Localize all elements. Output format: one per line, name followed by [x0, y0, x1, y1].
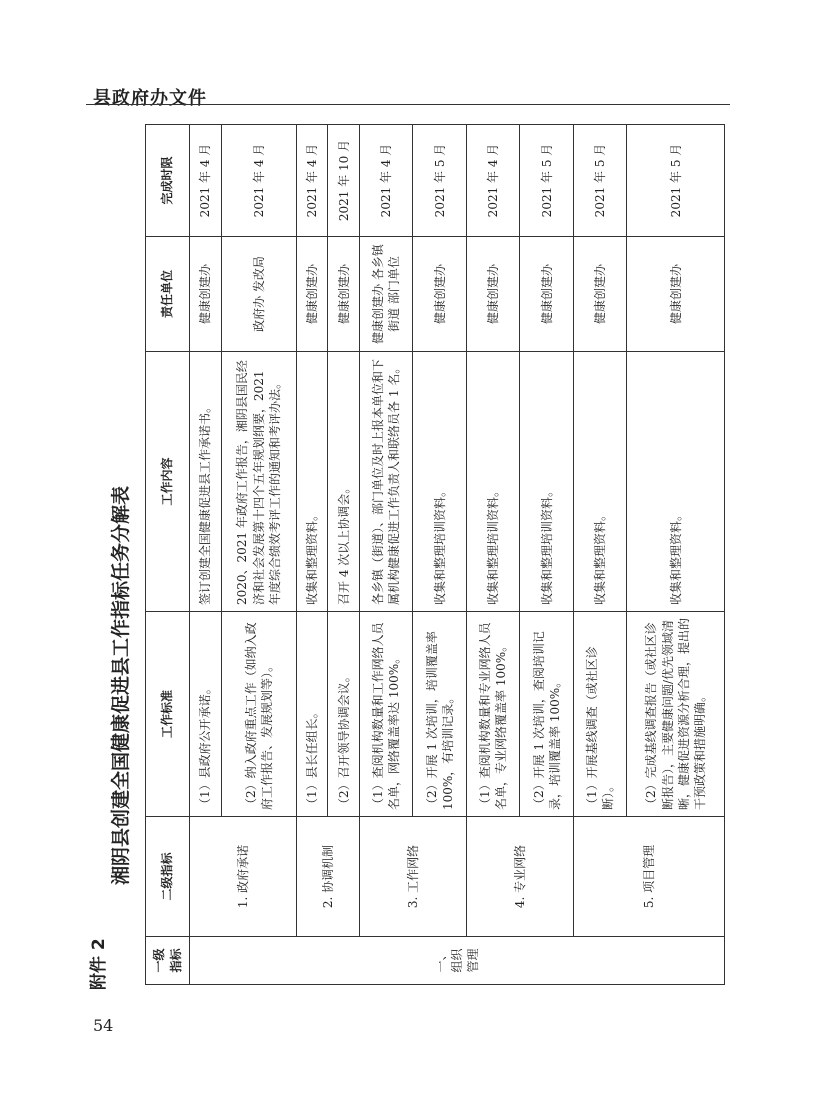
- work-content: 收集和整理资料。: [627, 352, 725, 612]
- deadline: 2021 年 10 月: [328, 125, 360, 237]
- work-content: 2020、2021 年政府工作报告，湘阴县国民经济和社会发展第十四个五年规划纲要，2021 年度综合绩效考评工作的通知和考评办法。: [221, 352, 296, 612]
- work-standard: （1）县政府公开承诺。: [190, 612, 222, 817]
- table-header-row: [146, 125, 190, 985]
- deadline: 2021 年 5 月: [627, 125, 725, 237]
- work-standard: （2）纳入政府重点工作（如纳入政府工作报告、发展规划等）。: [221, 612, 296, 817]
- annex-label: 附件 2: [89, 938, 109, 990]
- table-row: [296, 125, 328, 985]
- work-standard: （1）开展基线调查（或社区诊断）。: [573, 612, 627, 817]
- level2-indicator: 1. 政府承诺: [190, 817, 297, 937]
- page-number: 54: [93, 1016, 114, 1035]
- deadline: 2021 年 4 月: [359, 125, 413, 237]
- responsible-unit: 健康创建办: [573, 237, 627, 352]
- level1-indicator: 一、组织管理: [190, 937, 725, 985]
- header-divider: [86, 104, 730, 105]
- work-content: 收集和整理资料。: [296, 352, 328, 612]
- work-content: 收集和整理资料。: [573, 352, 627, 612]
- level2-indicator: 4. 专业网络: [466, 817, 573, 937]
- work-content: 召开 4 次以上协调会。: [328, 352, 360, 612]
- deadline: 2021 年 4 月: [221, 125, 296, 237]
- deadline: 2021 年 4 月: [296, 125, 328, 237]
- responsible-unit: 健康创建办: [190, 237, 222, 352]
- deadline: 2021 年 5 月: [573, 125, 627, 237]
- responsible-unit: 健康创建办: [466, 237, 520, 352]
- deadline: 2021 年 4 月: [190, 125, 222, 237]
- work-standard: （1）查阅机构数量和专业网络人员名单，专业网络覆盖率 100%。: [466, 612, 520, 817]
- table-row: [466, 125, 520, 985]
- header-title: 县政府办文件: [93, 88, 207, 109]
- responsible-unit: 健康创建办: [413, 237, 467, 352]
- deadline: 2021 年 5 月: [520, 125, 574, 237]
- column-header: 责任单位: [146, 237, 190, 352]
- task-breakdown-table: [145, 124, 725, 985]
- work-standard: （2）开展 1 次培训，查阅培训记录，培训覆盖率 100%。: [520, 612, 574, 817]
- work-content: 各乡镇（街道）、部门单位及时上报本单位和下属机构健康促进工作负责人和联络员各 1 名。: [359, 352, 413, 612]
- work-standard: （1）查阅机构数量和工作网络人员名单，网络覆盖率达 100%。: [359, 612, 413, 817]
- column-header: 工作标准: [146, 612, 190, 817]
- rotated-table-wrapper: [145, 125, 725, 985]
- work-content: 收集和整理培训资料。: [466, 352, 520, 612]
- table-row: [573, 125, 627, 985]
- responsible-unit: 健康创建办: [520, 237, 574, 352]
- column-header: 工作内容: [146, 352, 190, 612]
- work-standard: （1）县长任组长。: [296, 612, 328, 817]
- work-content: 收集和整理培训资料。: [520, 352, 574, 612]
- responsible-unit: 健康创建办: [296, 237, 328, 352]
- responsible-unit: 健康创建办: [627, 237, 725, 352]
- level2-indicator: 2. 协调机制: [296, 817, 359, 937]
- responsible-unit: 政府办 发改局: [221, 237, 296, 352]
- level2-indicator: 5. 项目管理: [573, 817, 724, 937]
- table-row: [359, 125, 413, 985]
- deadline: 2021 年 4 月: [466, 125, 520, 237]
- table-row: [190, 125, 222, 985]
- work-content: 签订创建全国健康促进县工作承诺书。: [190, 352, 222, 612]
- deadline: 2021 年 5 月: [413, 125, 467, 237]
- responsible-unit: 健康创建办 各乡镇街道 部门单位: [359, 237, 413, 352]
- column-header: 二级指标: [146, 817, 190, 937]
- column-header: 完成时限: [146, 125, 190, 237]
- work-standard: （2）完成基线调查报告（或社区诊断报告），主要健康问题/优先领域清晰，健康促进资源分析合理，提出的干预政策和措施明确。: [627, 612, 725, 817]
- level2-indicator: 3. 工作网络: [359, 817, 466, 937]
- responsible-unit: 健康创建办: [328, 237, 360, 352]
- work-standard: （2）召开领导协调会议。: [328, 612, 360, 817]
- work-content: 收集和整理培训资料。: [413, 352, 467, 612]
- work-standard: （2）开展 1 次培训，培训覆盖率 100%，有培训记录。: [413, 612, 467, 817]
- column-header: 一级指标: [146, 937, 190, 985]
- document-title: 湘阴县创建全国健康促进县工作指标任务分解表: [110, 485, 132, 885]
